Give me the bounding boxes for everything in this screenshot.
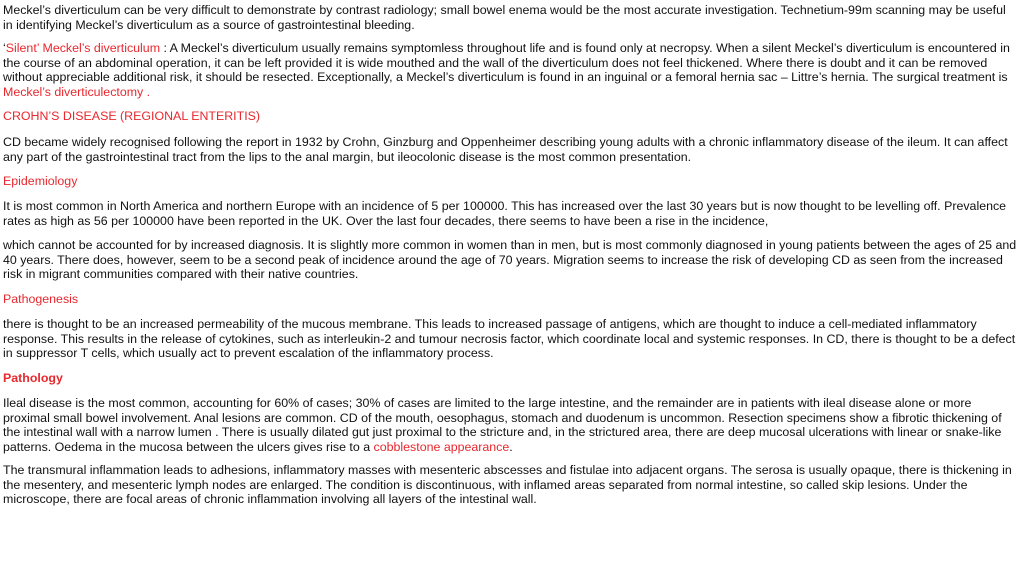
diverticulectomy-term: Meckel’s diverticulectomy . [3,84,151,99]
epidemiology-paragraph-2: which cannot be accounted for by increased diagnosis. It is slightly more common in women than in men, but is most commonly diagnosed in young patients between the ages of 25 and 40 years. There does, however, seem to be a second peak of incidence around the age of 70 years. Migration seems to increase the risk of developing CD as seen from the increased risk in migrant communities compared with their native countries. [3,238,1017,282]
silent-meckel-body: : A Meckel’s diverticulum usually remains symptomless throughout life and is found only at necropsy. When a silent Meckel’s diverticulum is encountered in the course of an abdominal operation, it can be left provided it is wide mouthed and the wall of the diverticulum does not feel thickened. Where there is doubt and it can be removed without appreciable additional risk, it should be resected. Exceptionally, a Meckel’s diverticulum is found in an inguinal or a femoral hernia sac – Littre’s hernia. The surgical treatment is [3,41,1010,85]
quote-mark: ‘ [3,41,6,55]
pathology-end: . [509,439,513,454]
meckel-investigation-paragraph: Meckel’s diverticulum can be very difficult to demonstrate by contrast radiology; small bowel enema would be the most accurate investigation. Technetium-99m scanning may be useful in identifying Meckel’s diverticulum as a source of gastrointestinal bleeding. [3,3,1006,32]
transmural-inflammation-paragraph: The transmural inflammation leads to adhesions, inflammatory masses with mesenteric abscesses and fistulae into adjacent organs. The serosa is usually opaque, there is thickening in the mesentery, and mesenteric lymph nodes are enlarged. The condition is discontinuous, with inflamed areas separated from normal intestine, so called skip lesions. Under the microscope, there are focal areas of chronic inflammation involving all layers of the intestinal wall. [3,463,1012,507]
epidemiology-paragraph-1: It is most common in North America and northern Europe with an incidence of 5 per 100000. This has increased over the last 30 years but is now thought to be levelling off. Prevalence rates as high as 56 per 100000 have been reported in the UK. Over the last four decades, there seems to have been a rise in the incidence, [3,199,1007,228]
epidemiology-heading: Epidemiology [3,174,78,188]
pathology-body: Ileal disease is the most common, accounting for 60% of cases; 30% of cases are limited to the large intestine, and the remainder are in patients with ileal disease alone or more proximal small bowel involvement. Anal lesions are common. CD of the mouth, oesophagus, stomach and duodenum is uncommon. Resection specimens show a fibrotic thickening of the intestinal wall with a narrow lumen . There is usually dilated gut just proximal to the stricture and, in the strictured area, there are deep mucosal ulcerations with linear or snake-like patterns. Oedema in the mucosa between the ulcers gives rise to a [3,396,1002,454]
pathology-paragraph [3,396,1017,454]
silent-meckel-paragraph [3,41,1017,99]
silent-meckel-heading: Silent’ Meckel’s diverticulum [5,41,161,55]
pathogenesis-heading: Pathogenesis [3,292,79,306]
pathogenesis-paragraph: there is thought to be an increased permeability of the mucous membrane. This leads to increased passage of antigens, which are thought to induce a cell-mediated inflammatory response. This results in the release of cytokines, such as interleukin-2 and tumour necrosis factor, which coordinate local and systemic responses. In CD, there is thought to be a defect in suppressor T cells, which usually act to prevent escalation of the inflammatory process. [3,317,1016,361]
cobblestone-term: cobblestone appearance [373,439,510,454]
pathology-heading: Pathology [3,371,63,385]
crohns-intro-paragraph: CD became widely recognised following the report in 1932 by Crohn, Ginzburg and Oppenheimer describing young adults with a chronic inflammatory disease of the ileum. It can affect any part of the gastrointestinal tract from the lips to the anal margin, but ileocolonic disease is the most common presentation. [3,135,1008,164]
crohns-disease-heading: CROHN’S DISEASE (REGIONAL ENTERITIS) [3,109,261,123]
